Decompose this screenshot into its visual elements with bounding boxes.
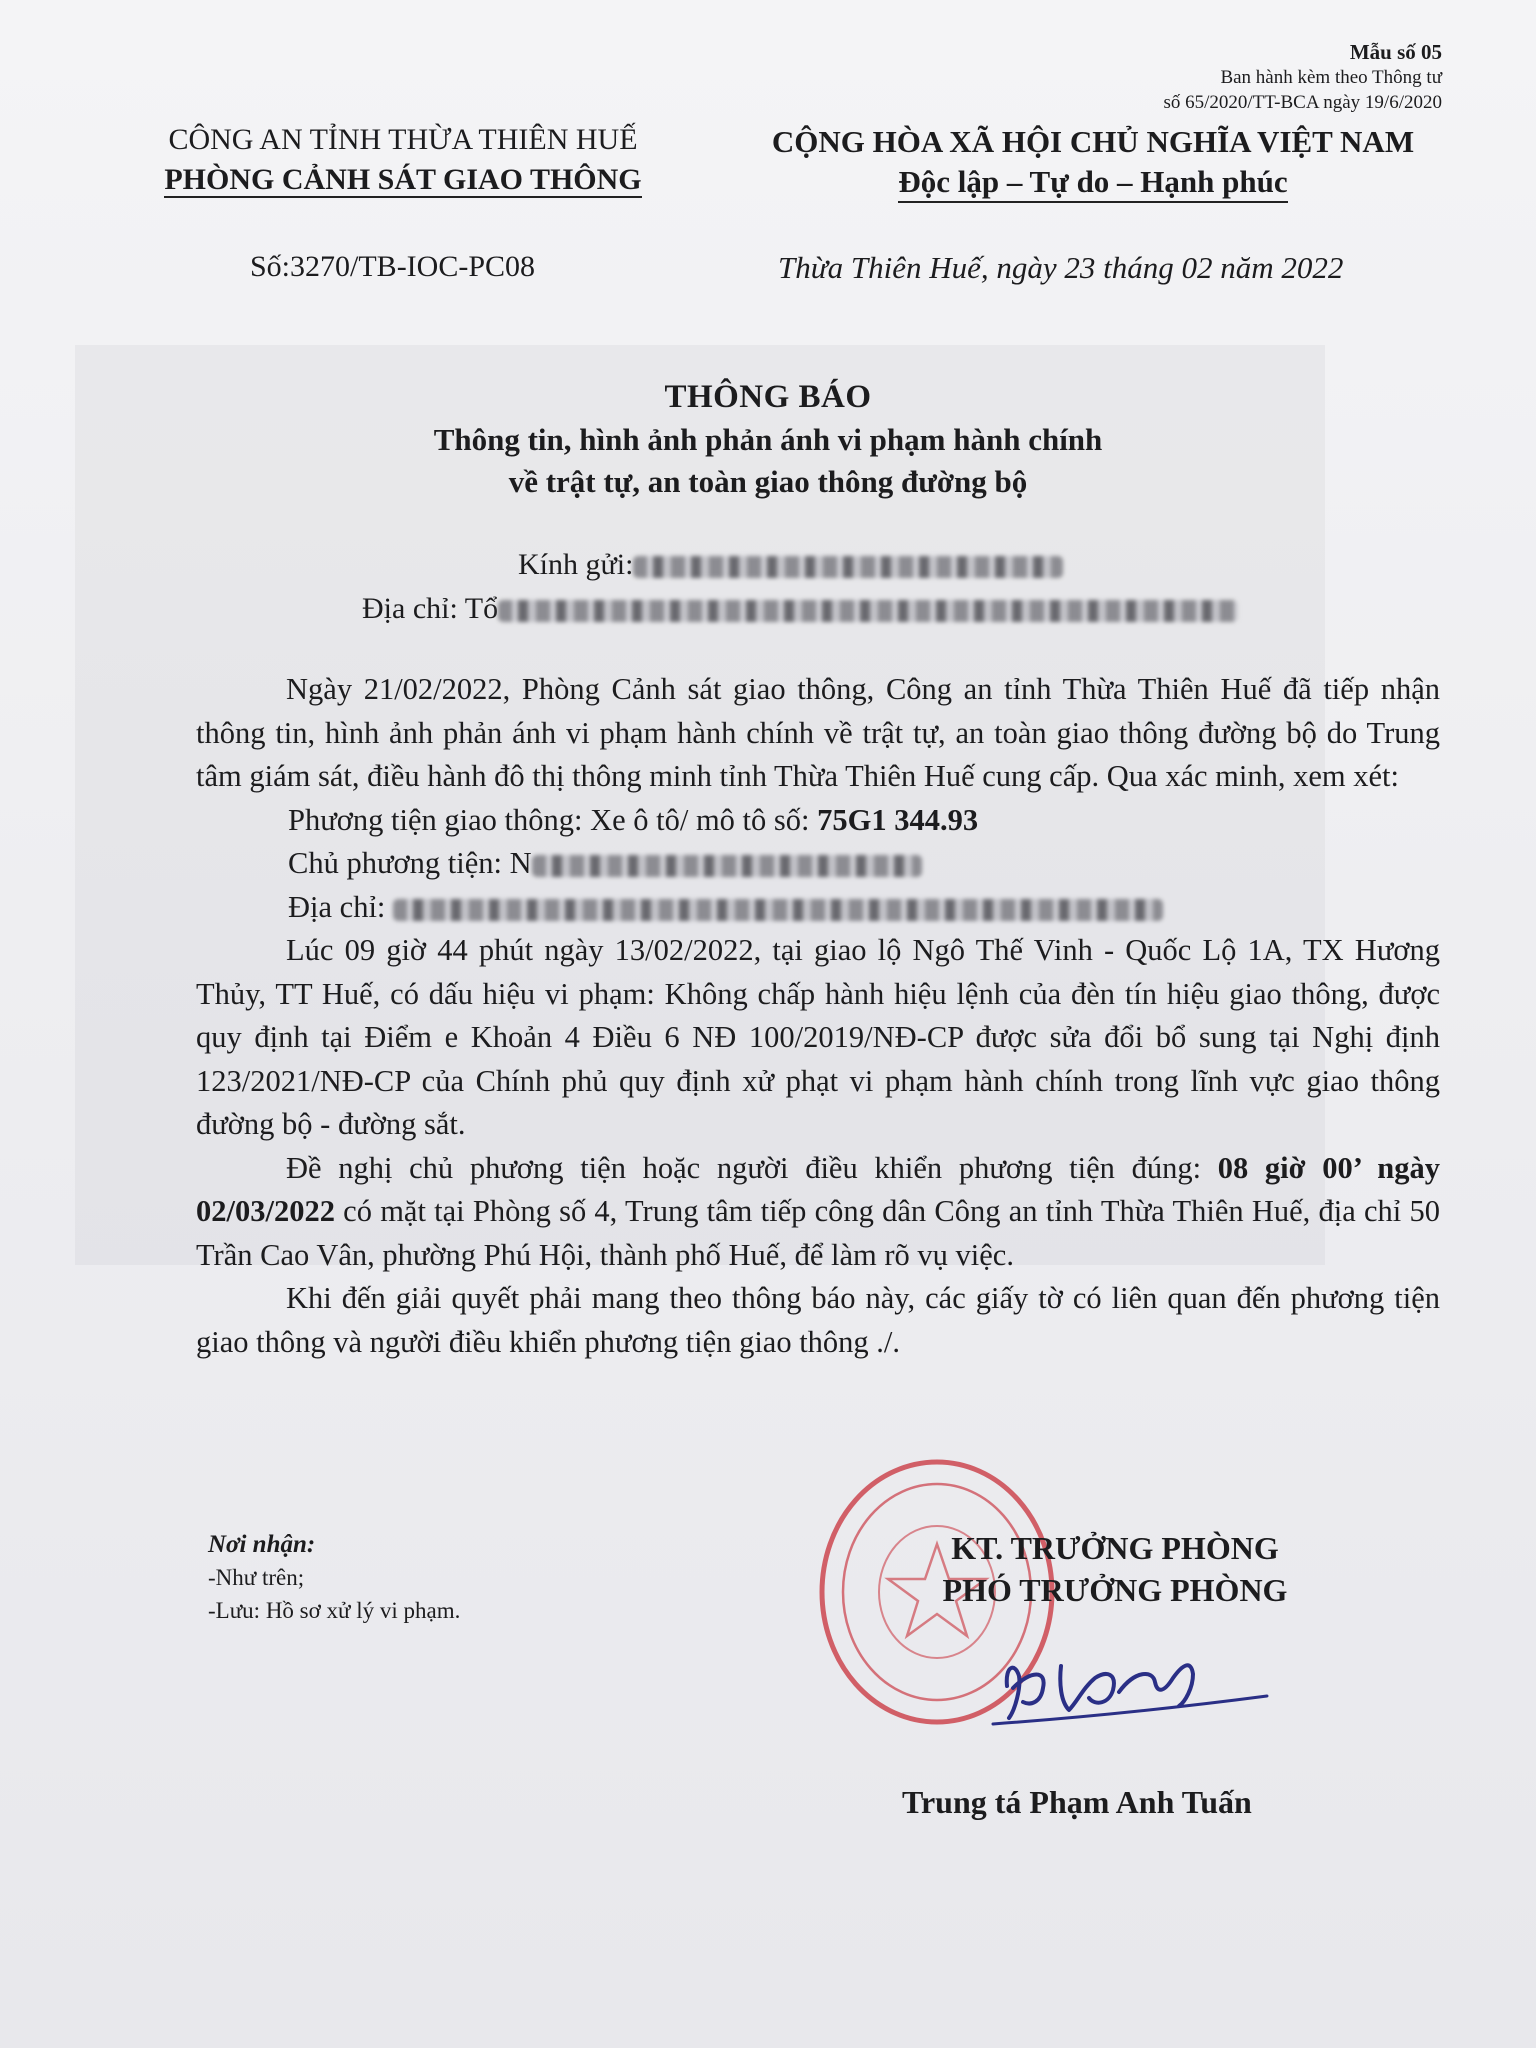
form-note-line1: Ban hành kèm theo Thông tư bbox=[1220, 67, 1442, 88]
paragraph-documents: Khi đến giải quyết phải mang theo thông báo này, các giấy tờ có liên quan đến phương tiện giao thông và người điều khiển phương tiện giao thông ./. bbox=[196, 1281, 1440, 1359]
title-main: THÔNG BÁO bbox=[664, 379, 872, 415]
owner-line bbox=[196, 842, 1440, 886]
vehicle-plate: 75G1 344.93 bbox=[817, 802, 979, 837]
notice-title bbox=[0, 375, 1536, 503]
recipient-item: -Như trên; bbox=[208, 1565, 305, 1590]
national-header bbox=[718, 122, 1468, 202]
redacted-address bbox=[498, 600, 1238, 622]
issuer-line2 bbox=[108, 160, 698, 200]
form-note-line2: số 65/2020/TT-BCA ngày 19/6/2020 bbox=[1163, 92, 1442, 113]
owner-visible: N bbox=[509, 846, 532, 880]
signature-title-1: KT. TRƯỞNG PHÒNG bbox=[951, 1530, 1279, 1566]
national-motto-text: Độc lập – Tự do – Hạnh phúc bbox=[898, 164, 1287, 203]
paragraph-violation: Lúc 09 giờ 44 phút ngày 13/02/2022, tại giao lộ Ngô Thế Vinh - Quốc Lộ 1A, TX Hương Thủy, TT Huế, có dấu hiệu vi phạm: Không chấp hành hiệu lệnh của đèn tín hiệu giao thông, được quy định tại Điểm e Khoản 4 Điều 6 NĐ 100/2019/NĐ-CP được sửa đổi bổ sung tại Nghị định 123/2021/NĐ-CP của Chính phủ quy định xử phạt vi phạm hành chính trong lĩnh vực giao thông đường bộ - đường sắt. bbox=[196, 933, 1440, 1141]
national-motto bbox=[718, 162, 1468, 202]
issuer-header bbox=[108, 120, 698, 200]
redacted-name bbox=[633, 556, 1063, 578]
owner-address-line bbox=[196, 886, 1440, 930]
form-number: Mẫu số 05 bbox=[1349, 40, 1442, 64]
vehicle-label: Phương tiện giao thông: Xe ô tô/ mô tô số: bbox=[288, 802, 818, 837]
recipient-item: -Lưu: Hồ sơ xử lý vi phạm. bbox=[208, 1598, 461, 1623]
signer-name: Trung tá Phạm Anh Tuấn bbox=[902, 1784, 1252, 1820]
issuer-line2-text: PHÒNG CẢNH SÁT GIAO THÔNG bbox=[164, 163, 642, 196]
issuer-line1: CÔNG AN TỈNH THỪA THIÊN HUẾ bbox=[168, 123, 638, 156]
title-sub1: Thông tin, hình ảnh phản ánh vi phạm hành chính bbox=[433, 422, 1103, 457]
redacted-owner-address bbox=[393, 899, 1163, 921]
address-prefix: Tổ bbox=[464, 592, 499, 625]
addressee-line bbox=[518, 548, 1063, 582]
owner-address-label: Địa chỉ: bbox=[288, 889, 386, 924]
address-line bbox=[362, 592, 1238, 626]
redacted-owner bbox=[532, 855, 922, 877]
appointment-time: 08 giờ 00’ ngày 02/03/2022 bbox=[196, 1150, 1440, 1228]
paragraph-request bbox=[196, 1147, 1440, 1278]
signature-block bbox=[880, 1527, 1350, 1611]
addressee-label: Kính gửi: bbox=[518, 548, 634, 581]
recipients-block bbox=[208, 1528, 460, 1627]
national-line1: CỘNG HÒA XÃ HỘI CHỦ NGHĨA VIỆT NAM bbox=[771, 124, 1415, 159]
request-text: Đề nghị chủ phương tiện hoặc người điều khiển phương tiện đúng: bbox=[286, 1150, 1218, 1185]
address-label: Địa chỉ: bbox=[362, 592, 458, 625]
signature-title-2: PHÓ TRƯỞNG PHÒNG bbox=[942, 1572, 1288, 1608]
title-sub2: về trật tự, an toàn giao thông đường bộ bbox=[508, 464, 1028, 499]
document-number: Số:3270/TB-IOC-PC08 bbox=[250, 250, 536, 283]
paragraph-intro: Ngày 21/02/2022, Phòng Cảnh sát giao thông, Công an tỉnh Thừa Thiên Huế đã tiếp nhận thông tin, hình ảnh phản ánh vi phạm hành chính về trật tự, an toàn giao thông đường bộ do Trung tâm giám sát, điều hành đô thị thông minh tỉnh Thừa Thiên Huế cung cấp. Qua xác minh, xem xét: bbox=[196, 672, 1440, 793]
request-location: có mặt tại Phòng số 4, Trung tâm tiếp công dân Công an tỉnh Thừa Thiên Huế, địa chỉ 50 Trần Cao Vân, phường Phú Hội, thành phố Huế, để làm rõ vụ việc. bbox=[196, 1194, 1440, 1272]
recipients-heading: Nơi nhận: bbox=[208, 1531, 316, 1558]
form-note bbox=[1163, 40, 1442, 115]
document-date: Thừa Thiên Huế, ngày 23 tháng 02 năm 2022 bbox=[778, 250, 1344, 285]
notice-body bbox=[196, 668, 1440, 1364]
owner-label: Chủ phương tiện: bbox=[288, 846, 502, 880]
handwritten-signature bbox=[985, 1618, 1275, 1738]
vehicle-line bbox=[196, 799, 1440, 843]
